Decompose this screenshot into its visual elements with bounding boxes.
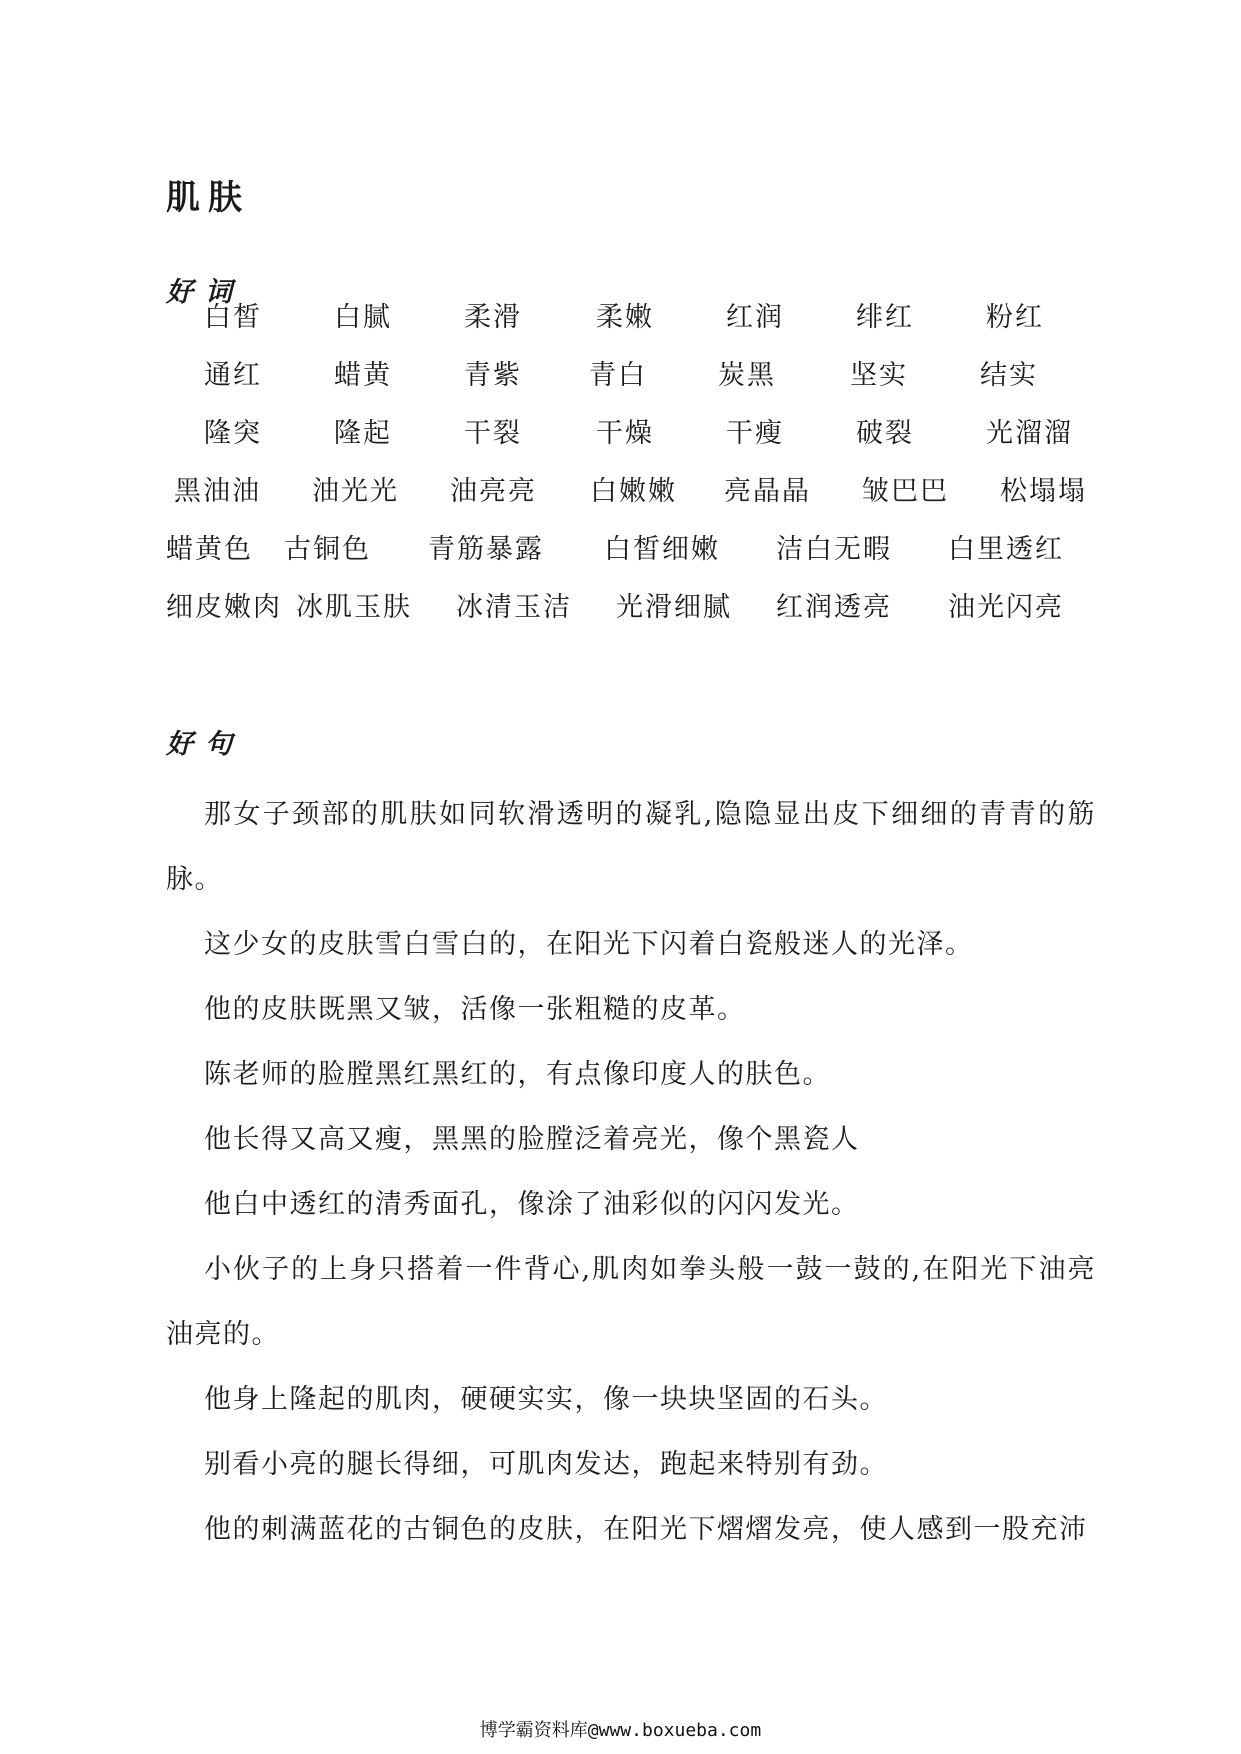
word-row — [0, 588, 1241, 628]
word-item: 绯红 — [856, 302, 914, 333]
word-item: 蜡黄色 — [166, 534, 253, 565]
word-item: 亮晶晶 — [724, 476, 811, 507]
word-item: 青白 — [589, 360, 647, 391]
sentence-item: 他的皮肤既黑又皱，活像一张粗糙的皮革。 — [204, 994, 746, 1025]
word-item: 白嫩嫩 — [590, 476, 677, 507]
word-row — [0, 530, 1241, 570]
sentence-item: 那女子颈部的肌肤如同软滑透明的凝乳,隐隐显出皮下细细的青青的筋脉。 — [166, 799, 1096, 895]
word-item: 破裂 — [856, 418, 914, 449]
sentence-item: 这少女的皮肤雪白雪白的，在阳光下闪着白瓷般迷人的光泽。 — [204, 929, 974, 960]
word-item: 白皙 — [204, 302, 262, 333]
word-item: 红润 — [726, 302, 784, 333]
word-item: 红润透亮 — [776, 592, 892, 623]
word-item: 结实 — [980, 360, 1038, 391]
sentence-list — [166, 782, 1096, 1562]
word-row — [0, 356, 1241, 396]
words-heading: 好词 — [166, 277, 244, 308]
page-title: 肌肤 — [166, 178, 250, 218]
word-row — [0, 414, 1241, 454]
word-item: 洁白无暇 — [776, 534, 892, 565]
word-row — [0, 472, 1241, 512]
word-item: 冰清玉洁 — [456, 592, 572, 623]
word-item: 蜡黄 — [334, 360, 392, 391]
sentence-item: 他的刺满蓝花的古铜色的皮肤，在阳光下熠熠发亮，使人感到一股充沛 — [204, 1514, 1088, 1545]
word-item: 干裂 — [464, 418, 522, 449]
sentence-item: 别看小亮的腿长得细，可肌肉发达，跑起来特别有劲。 — [204, 1449, 888, 1480]
word-item: 粉红 — [986, 302, 1044, 333]
sentence-item: 他白中透红的清秀面孔，像涂了油彩似的闪闪发光。 — [204, 1189, 860, 1220]
word-item: 油光光 — [312, 476, 399, 507]
word-item: 干燥 — [596, 418, 654, 449]
word-item: 白里透红 — [948, 534, 1064, 565]
word-item: 青筋暴露 — [428, 534, 544, 565]
sentence-item: 小伙子的上身只搭着一件背心,肌肉如拳头般一鼓一鼓的,在阳光下油亮油亮的。 — [166, 1254, 1096, 1350]
word-item: 炭黑 — [718, 360, 776, 391]
sentence-item: 他身上隆起的肌肉，硬硬实实，像一块块坚固的石头。 — [204, 1384, 888, 1415]
sentence-item: 他长得又高又瘦，黑黑的脸膛泛着亮光，像个黑瓷人 — [204, 1124, 860, 1155]
word-item: 坚实 — [850, 360, 908, 391]
word-item: 松塌塌 — [1000, 476, 1087, 507]
word-item: 油光闪亮 — [948, 592, 1064, 623]
word-item: 白皙细嫩 — [604, 534, 720, 565]
word-row — [0, 298, 1241, 338]
word-item: 细皮嫩肉 — [166, 592, 282, 623]
word-item: 冰肌玉肤 — [296, 592, 412, 623]
word-item: 古铜色 — [284, 534, 371, 565]
word-item: 干瘦 — [726, 418, 784, 449]
page-footer: 博学霸资料库@www.boxueba.com — [479, 1720, 762, 1741]
word-item: 黑油油 — [174, 476, 261, 507]
word-item: 光溜溜 — [986, 418, 1073, 449]
word-item: 隆突 — [204, 418, 262, 449]
sentence-item: 陈老师的脸膛黑红黑红的，有点像印度人的肤色。 — [204, 1059, 831, 1090]
word-item: 油亮亮 — [450, 476, 537, 507]
word-item: 隆起 — [334, 418, 392, 449]
word-item: 通红 — [204, 360, 262, 391]
word-item: 白腻 — [334, 302, 392, 333]
word-item: 皱巴巴 — [862, 476, 949, 507]
word-item: 光滑细腻 — [616, 592, 732, 623]
word-item: 青紫 — [464, 360, 522, 391]
word-item: 柔嫩 — [596, 302, 654, 333]
word-item: 柔滑 — [464, 302, 522, 333]
sentences-heading: 好句 — [166, 729, 244, 760]
